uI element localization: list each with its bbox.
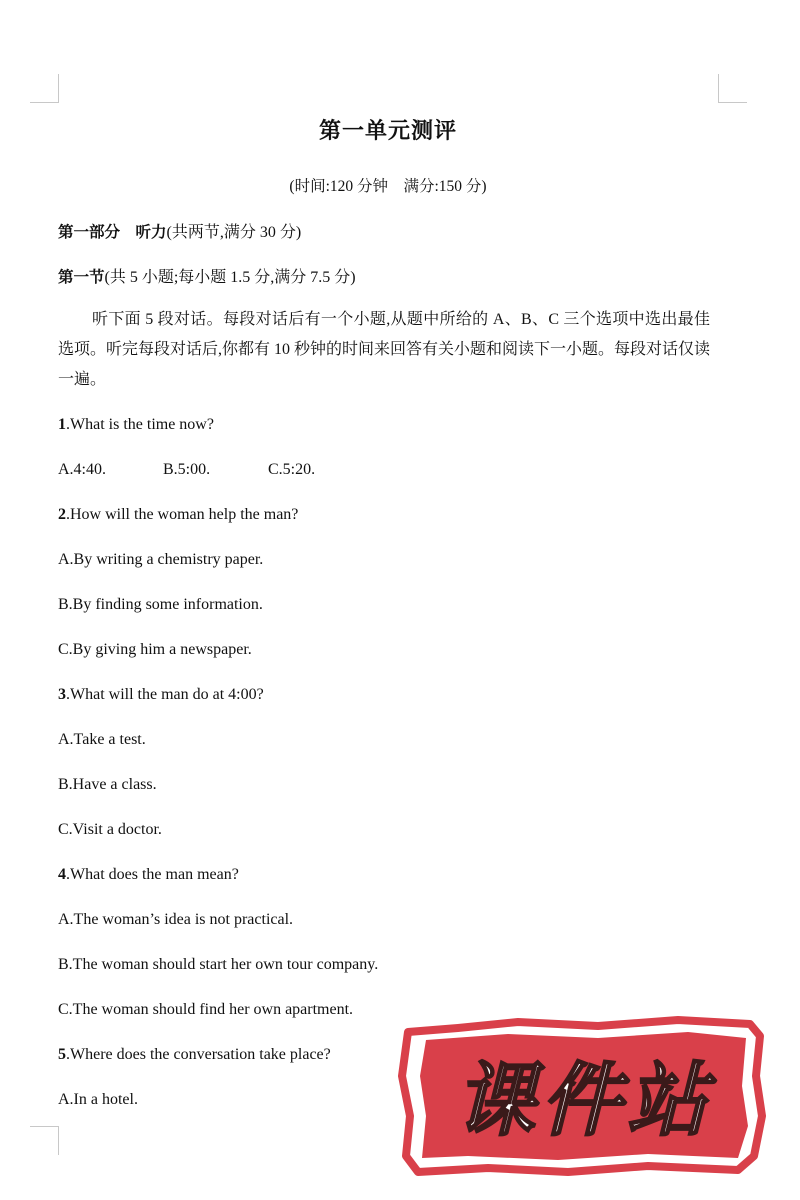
question-1-options bbox=[58, 461, 315, 479]
question-4-option-b: B.The woman should start her own tour company. bbox=[58, 956, 379, 973]
question-2-option-c: C.By giving him a newspaper. bbox=[58, 641, 252, 658]
part-heading-rest: (共两节,满分 30 分) bbox=[166, 224, 302, 241]
exam-time-score: (时间:120 分钟 满分:150 分) bbox=[289, 178, 487, 195]
question-text: .What is the time now? bbox=[66, 416, 214, 433]
question-5-option-a: A.In a hotel. bbox=[58, 1091, 138, 1108]
question-text: .Where does the conversation take place? bbox=[66, 1046, 331, 1063]
question-text: .What does the man mean? bbox=[66, 866, 239, 883]
watermark-stamp bbox=[398, 1016, 768, 1176]
section-heading-rest: (共 5 小题;每小题 1.5 分,满分 7.5 分) bbox=[104, 269, 356, 286]
option-a: A.4:40. bbox=[58, 461, 106, 478]
question-2-option-b: B.By finding some information. bbox=[58, 596, 263, 613]
question-text: .How will the woman help the man? bbox=[66, 506, 299, 523]
question-text: .What will the man do at 4:00? bbox=[66, 686, 264, 703]
question-3 bbox=[58, 686, 264, 704]
question-number: 3 bbox=[58, 686, 66, 703]
question-2-option-a: A.By writing a chemistry paper. bbox=[58, 551, 264, 568]
question-number: 2 bbox=[58, 506, 66, 523]
part-heading bbox=[58, 219, 301, 242]
page-corner-mark-top-right bbox=[718, 74, 747, 103]
section-heading-bold: 第一节 bbox=[58, 268, 105, 286]
question-3-option-b: B.Have a class. bbox=[58, 776, 157, 793]
question-number: 4 bbox=[58, 866, 66, 883]
question-5 bbox=[58, 1046, 331, 1064]
question-4-option-c: C.The woman should find her own apartment. bbox=[58, 1001, 354, 1018]
watermark-text: 课件站 bbox=[455, 1054, 713, 1147]
question-1 bbox=[58, 416, 214, 434]
option-b: B.5:00. bbox=[163, 461, 211, 478]
question-number: 5 bbox=[58, 1046, 66, 1063]
listening-instructions: 听下面 5 段对话。每段对话后有一个小题,从题中所给的 A、B、C 三个选项中选出最佳选项。听完每段对话后,你都有 10 秒钟的时间来回答有关小题和阅读下一小题。每段对话仅读一遍。 bbox=[58, 311, 711, 388]
page-corner-mark-bottom-left bbox=[30, 1126, 59, 1155]
question-2 bbox=[58, 506, 298, 524]
option-c: C.5:20. bbox=[268, 461, 316, 478]
section-heading bbox=[58, 264, 356, 287]
part-heading-bold: 第一部分 听力 bbox=[58, 223, 167, 241]
question-number: 1 bbox=[58, 416, 66, 433]
question-4-option-a: A.The woman’s idea is not practical. bbox=[58, 911, 294, 928]
question-3-option-c: C.Visit a doctor. bbox=[58, 821, 162, 838]
page-corner-mark-top-left bbox=[30, 74, 59, 103]
question-4 bbox=[58, 866, 239, 884]
document-title: 第一单元测评 bbox=[318, 119, 457, 144]
question-3-option-a: A.Take a test. bbox=[58, 731, 146, 748]
